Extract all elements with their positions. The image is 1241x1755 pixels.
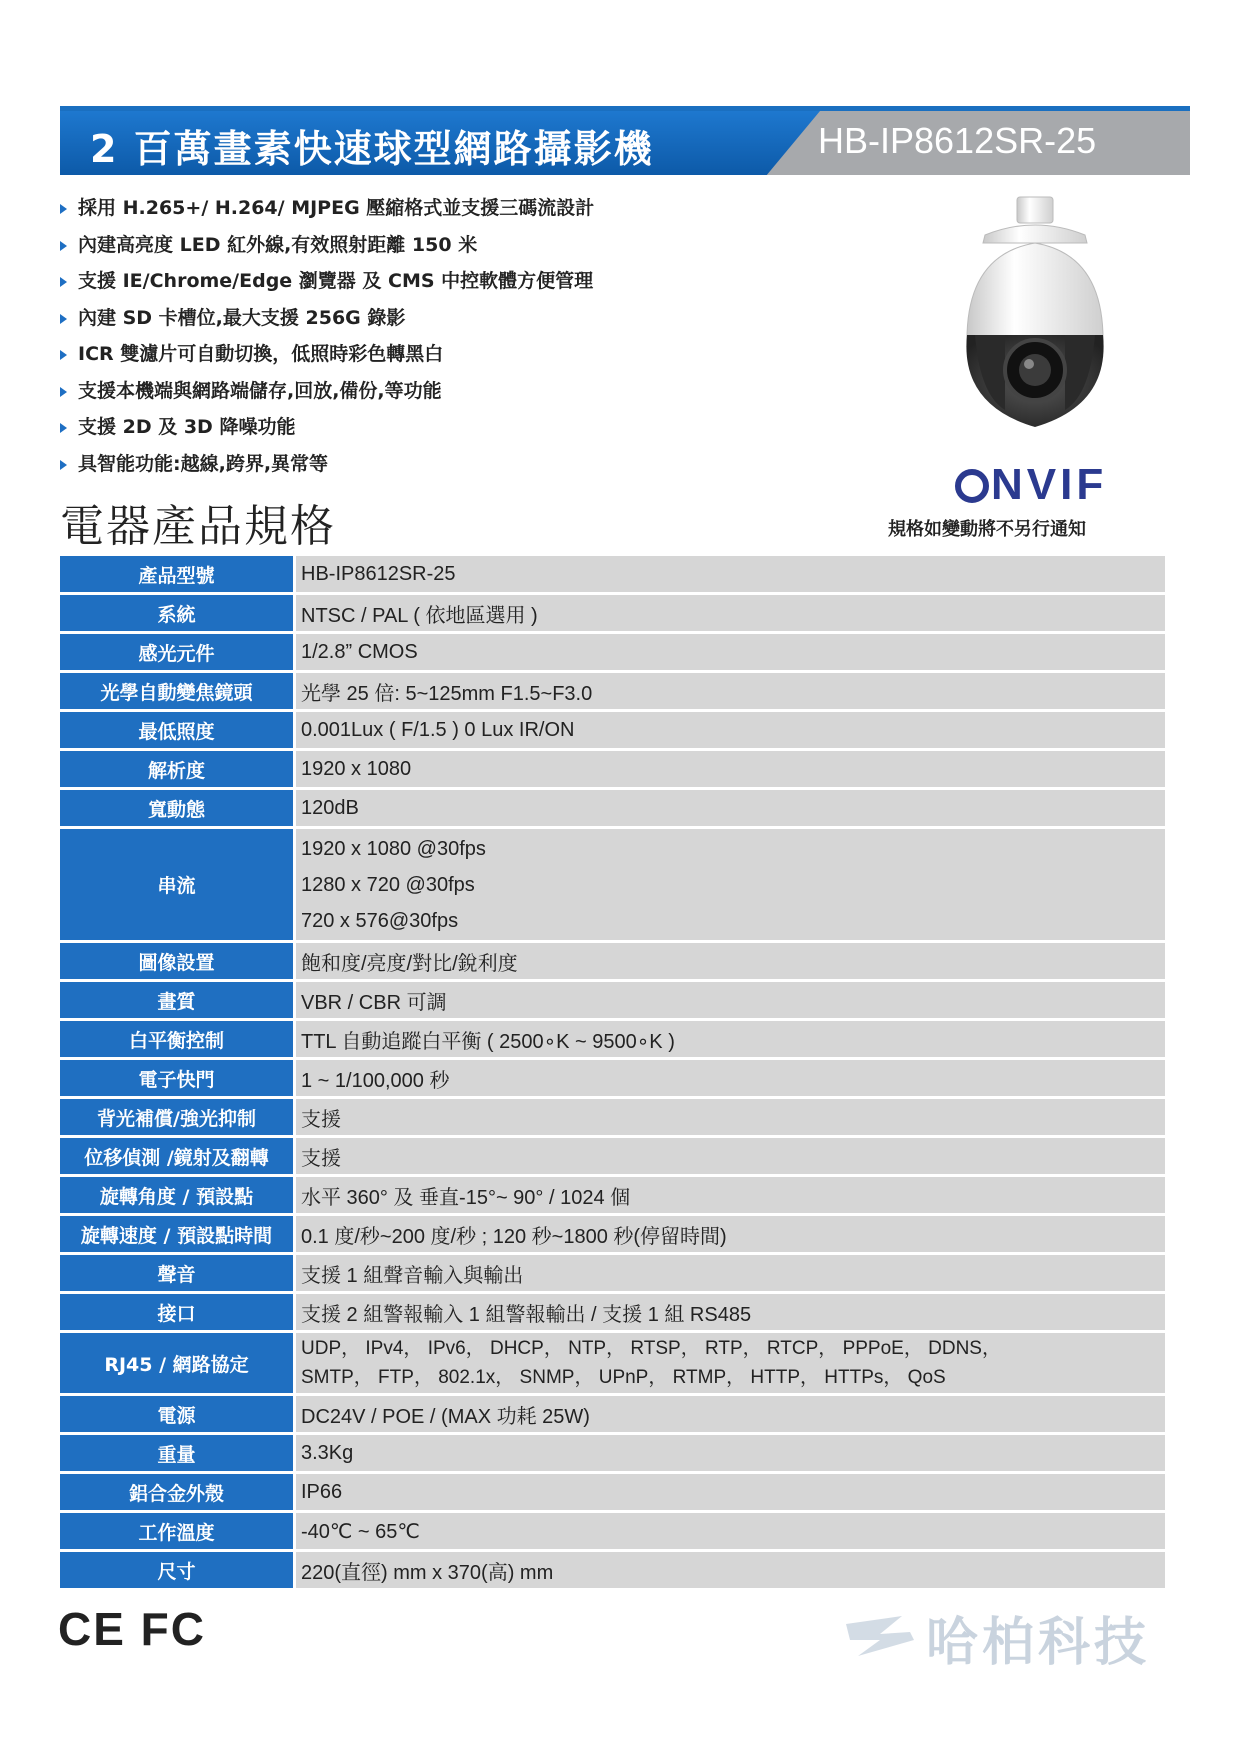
- table-row: [60, 790, 1165, 826]
- table-row: [60, 751, 1165, 787]
- feature-item: 內建 SD 卡槽位,最大支援 256G 錄影: [60, 300, 594, 337]
- spec-label: RJ45 / 網路協定: [60, 1333, 293, 1393]
- table-row: [60, 1138, 1165, 1174]
- spec-value: 1 ~ 1/100,000 秒: [296, 1060, 1165, 1096]
- table-row: [60, 556, 1165, 592]
- spec-label: 串流: [60, 829, 293, 940]
- section-title: 電器產品規格: [60, 501, 336, 552]
- table-row: [60, 634, 1165, 670]
- triangle-bullet-icon: [60, 277, 67, 287]
- brand-name: 哈柏科技: [926, 1613, 1151, 1673]
- ptz-camera-image: [945, 195, 1125, 445]
- spec-value: 光學 25 倍: 5~125mm F1.5~F3.0: [296, 673, 1165, 709]
- spec-label: 寬動態: [60, 790, 293, 826]
- spec-label: 最低照度: [60, 712, 293, 748]
- spec-label: 圖像設置: [60, 943, 293, 979]
- spec-value: 3.3Kg: [296, 1435, 1165, 1471]
- table-row: [60, 1513, 1165, 1549]
- feature-item: 支援 IE/Chrome/Edge 瀏覽器 及 CMS 中控軟體方便管理: [60, 263, 594, 300]
- spec-value: 1/2.8” CMOS: [296, 634, 1165, 670]
- triangle-bullet-icon: [60, 387, 67, 397]
- onvif-o-icon: [955, 469, 989, 503]
- spec-value: 220(直徑) mm x 370(高) mm: [296, 1552, 1165, 1588]
- spec-label: 聲音: [60, 1255, 293, 1291]
- spec-label: 白平衡控制: [60, 1021, 293, 1057]
- spec-value: NTSC / PAL ( 依地區選用 ): [296, 595, 1165, 631]
- feature-item: 支援本機端與網路端儲存,回放,備份,等功能: [60, 373, 594, 410]
- table-row: [60, 595, 1165, 631]
- spec-value: 120dB: [296, 790, 1165, 826]
- spec-label: 系統: [60, 595, 293, 631]
- protocol-line: SMTP， FTP， 802.1x， SNMP， UPnP， RTMP， HTTP， HTTPs， QoS: [301, 1367, 946, 1388]
- stream-line: 1280 x 720 @30fps: [301, 873, 475, 896]
- table-row: [60, 1294, 1165, 1330]
- table-row: [60, 1216, 1165, 1252]
- spec-value: 1920 x 1080: [296, 751, 1165, 787]
- feature-item: 採用 H.265+/ H.264/ MJPEG 壓縮格式並支援三碼流設計: [60, 190, 594, 227]
- spec-label: 解析度: [60, 751, 293, 787]
- table-row: [60, 1099, 1165, 1135]
- table-row: [60, 1435, 1165, 1471]
- spec-value: 支援 2 組警報輸入 1 組警報輸出 / 支援 1 組 RS485: [296, 1294, 1165, 1330]
- spec-label: 旋轉速度 / 預設點時間: [60, 1216, 293, 1252]
- spec-label: 畫質: [60, 982, 293, 1018]
- table-row: [60, 829, 1165, 940]
- model-number: HB-IP8612SR-25: [818, 120, 1097, 161]
- spec-value: [296, 1333, 1165, 1393]
- spec-label: 產品型號: [60, 556, 293, 592]
- spec-value: 0.1 度/秒~200 度/秒 ; 120 秒~1800 秒(停留時間): [296, 1216, 1165, 1252]
- triangle-bullet-icon: [60, 204, 67, 214]
- spec-label: 電子快門: [60, 1060, 293, 1096]
- stream-line: 720 x 576@30fps: [301, 909, 459, 932]
- spec-table: [60, 556, 1165, 1591]
- spec-value: VBR / CBR 可調: [296, 982, 1165, 1018]
- triangle-bullet-icon: [60, 460, 67, 470]
- onvif-logo: NVIF: [955, 460, 1107, 510]
- table-row: [60, 673, 1165, 709]
- table-row: [60, 1333, 1165, 1393]
- table-row: [60, 1474, 1165, 1510]
- spec-value: -40℃ ~ 65℃: [296, 1513, 1165, 1549]
- feature-item: 內建高亮度 LED 紅外線,有效照射距離 150 米: [60, 227, 594, 264]
- triangle-bullet-icon: [60, 350, 67, 360]
- page-title: 2 百萬畫素快速球型網路攝影機: [90, 127, 654, 171]
- spec-label: 感光元件: [60, 634, 293, 670]
- spec-label: 接口: [60, 1294, 293, 1330]
- feature-item: ICR 雙濾片可自動切換，低照時彩色轉黑白: [60, 336, 594, 373]
- triangle-bullet-icon: [60, 241, 67, 251]
- spec-value: HB-IP8612SR-25: [296, 556, 1165, 592]
- table-row: [60, 943, 1165, 979]
- feature-item: 具智能功能:越線,跨界,異常等: [60, 446, 594, 483]
- spec-value: IP66: [296, 1474, 1165, 1510]
- table-row: [60, 1060, 1165, 1096]
- triangle-bullet-icon: [60, 423, 67, 433]
- table-row: [60, 982, 1165, 1018]
- spec-label: 工作溫度: [60, 1513, 293, 1549]
- brand-mark-icon: [840, 1610, 920, 1666]
- ce-fc-certification-logo: CE FC: [58, 1603, 206, 1655]
- stream-line: 1920 x 1080 @30fps: [301, 837, 486, 860]
- spec-value: 支援 1 組聲音輸入與輸出: [296, 1255, 1165, 1291]
- spec-label: 電源: [60, 1396, 293, 1432]
- table-row: [60, 1552, 1165, 1588]
- table-row: [60, 712, 1165, 748]
- spec-label: 旋轉角度 / 預設點: [60, 1177, 293, 1213]
- triangle-bullet-icon: [60, 314, 67, 324]
- table-row: [60, 1255, 1165, 1291]
- spec-value: TTL 自動追蹤白平衡 ( 2500∘K ~ 9500∘K ): [296, 1021, 1165, 1057]
- spec-value: DC24V / POE / (MAX 功耗 25W): [296, 1396, 1165, 1432]
- spec-value: 支援: [296, 1099, 1165, 1135]
- spec-value: 飽和度/亮度/對比/銳利度: [296, 943, 1165, 979]
- spec-label: 重量: [60, 1435, 293, 1471]
- spec-label: 背光補償/強光抑制: [60, 1099, 293, 1135]
- spec-label: 光學自動變焦鏡頭: [60, 673, 293, 709]
- spec-value: 0.001Lux ( F/1.5 ) 0 Lux IR/ON: [296, 712, 1165, 748]
- spec-value: 支援: [296, 1138, 1165, 1174]
- feature-list: [60, 190, 594, 482]
- table-row: [60, 1396, 1165, 1432]
- header-rule: [60, 106, 1190, 111]
- table-row: [60, 1021, 1165, 1057]
- spec-value: [296, 829, 1165, 940]
- spec-label: 尺寸: [60, 1552, 293, 1588]
- spec-value: 水平 360° 及 垂直-15°~ 90° / 1024 個: [296, 1177, 1165, 1213]
- feature-item: 支援 2D 及 3D 降噪功能: [60, 409, 594, 446]
- spec-label: 位移偵測 /鏡射及翻轉: [60, 1138, 293, 1174]
- table-row: [60, 1177, 1165, 1213]
- brand-logo: [840, 1600, 1150, 1675]
- spec-label: 鋁合金外殼: [60, 1474, 293, 1510]
- spec-change-notice: 規格如變動將不另行通知: [888, 519, 1086, 540]
- protocol-line: UDP， IPv4， IPv6， DHCP， NTP， RTSP， RTP， RTCP， PPPoE， DDNS，: [301, 1338, 1001, 1359]
